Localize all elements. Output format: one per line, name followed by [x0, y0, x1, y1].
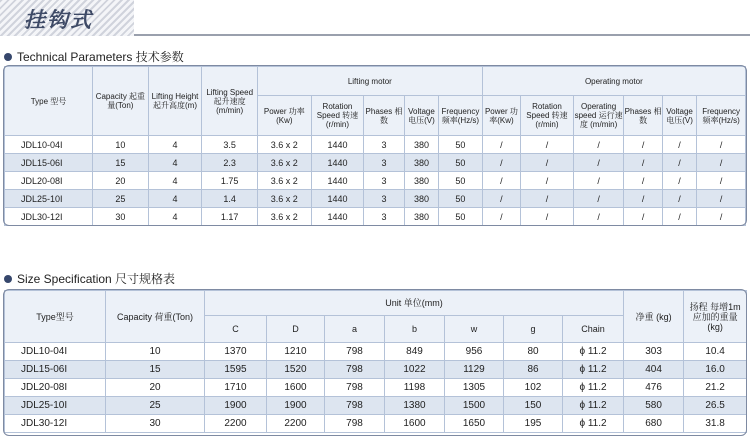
- cell-chain: ϕ 11.2: [563, 361, 624, 379]
- cell-lm-rotation: 1440: [311, 190, 364, 208]
- tech-section-title: Technical Parameters 技术参数: [17, 50, 184, 64]
- cell-a: 798: [325, 415, 385, 433]
- technical-parameters-table: [4, 66, 746, 226]
- cell-om-frequency: /: [697, 190, 746, 208]
- cell-a: 798: [325, 379, 385, 397]
- cell-type: JDL20-08I: [5, 379, 106, 397]
- cell-extra-weight: 26.5: [684, 397, 747, 415]
- cell-g: 195: [504, 415, 563, 433]
- cell-type: JDL30-12I: [5, 415, 106, 433]
- title-banner: [0, 0, 750, 36]
- header-operating-motor: Operating motor: [482, 67, 745, 96]
- cell-lm-rotation: 1440: [311, 172, 364, 190]
- cell-c: 1370: [205, 343, 267, 361]
- cell-type: JDL25-10I: [5, 190, 93, 208]
- cell-lifting-height: 4: [148, 154, 202, 172]
- header-lm-rotation: Rotation Speed 转速(r/min): [311, 96, 364, 136]
- size-header-d: D: [267, 316, 325, 343]
- tech-section-heading: [4, 48, 184, 65]
- cell-lifting-height: 4: [148, 208, 202, 226]
- cell-type: JDL20-08I: [5, 172, 93, 190]
- cell-om-frequency: /: [697, 208, 746, 226]
- cell-a: 798: [325, 343, 385, 361]
- size-header-chain: Chain: [563, 316, 624, 343]
- cell-om-speed: /: [573, 136, 624, 154]
- size-header-unit: Unit 单位(mm): [205, 291, 624, 316]
- cell-b: 1600: [385, 415, 445, 433]
- size-header-w: w: [445, 316, 504, 343]
- cell-om-frequency: /: [697, 154, 746, 172]
- table-row: [5, 343, 747, 361]
- cell-lm-voltage: 380: [404, 136, 438, 154]
- cell-chain: ϕ 11.2: [563, 397, 624, 415]
- cell-lm-power: 3.6 x 2: [258, 172, 312, 190]
- cell-lm-voltage: 380: [404, 172, 438, 190]
- cell-lm-rotation: 1440: [311, 136, 364, 154]
- size-specification-table: [4, 290, 747, 433]
- size-header-capacity: Capacity 荷重(Ton): [106, 291, 205, 343]
- cell-weight: 476: [624, 379, 684, 397]
- size-section-title: Size Specification 尺寸规格表: [17, 272, 176, 286]
- table-row: [5, 415, 747, 433]
- table-row: [5, 154, 746, 172]
- header-lm-power: Power 功率(Kw): [258, 96, 312, 136]
- cell-extra-weight: 16.0: [684, 361, 747, 379]
- cell-lm-frequency: 50: [439, 190, 483, 208]
- size-header-weight: 净重 (kg): [624, 291, 684, 343]
- table-row: [5, 190, 746, 208]
- size-header-type: Type型号: [5, 291, 106, 343]
- table-row: [5, 172, 746, 190]
- header-lm-voltage: Voltage 电压(V): [404, 96, 438, 136]
- cell-om-voltage: /: [662, 208, 696, 226]
- cell-om-rotation: /: [521, 190, 574, 208]
- table-row: [5, 208, 746, 226]
- cell-lm-frequency: 50: [439, 172, 483, 190]
- cell-chain: ϕ 11.2: [563, 415, 624, 433]
- cell-lm-phases: 3: [364, 190, 404, 208]
- cell-d: 1600: [267, 379, 325, 397]
- header-om-voltage: Voltage 电压(V): [662, 96, 696, 136]
- cell-lm-voltage: 380: [404, 208, 438, 226]
- cell-om-frequency: /: [697, 136, 746, 154]
- size-header-b: b: [385, 316, 445, 343]
- cell-lm-rotation: 1440: [311, 154, 364, 172]
- header-lifting-motor: Lifting motor: [258, 67, 483, 96]
- cell-g: 150: [504, 397, 563, 415]
- header-type: Type 型号: [5, 67, 93, 136]
- cell-capacity: 25: [106, 397, 205, 415]
- cell-d: 2200: [267, 415, 325, 433]
- bullet-icon: [4, 53, 12, 61]
- cell-extra-weight: 31.8: [684, 415, 747, 433]
- cell-om-speed: /: [573, 172, 624, 190]
- cell-w: 1129: [445, 361, 504, 379]
- cell-b: 1198: [385, 379, 445, 397]
- cell-d: 1900: [267, 397, 325, 415]
- cell-lifting-speed: 3.5: [202, 136, 258, 154]
- cell-om-phases: /: [624, 208, 662, 226]
- cell-lm-rotation: 1440: [311, 208, 364, 226]
- page-title: 挂钩式: [24, 9, 93, 32]
- cell-om-voltage: /: [662, 172, 696, 190]
- header-om-speed: Operating speed 运行速度 (m/min): [573, 96, 624, 136]
- cell-lm-phases: 3: [364, 208, 404, 226]
- cell-capacity: 10: [106, 343, 205, 361]
- size-section-heading: [4, 270, 175, 287]
- cell-lm-voltage: 380: [404, 190, 438, 208]
- cell-om-voltage: /: [662, 136, 696, 154]
- cell-b: 1022: [385, 361, 445, 379]
- cell-capacity: 20: [93, 172, 149, 190]
- cell-capacity: 30: [106, 415, 205, 433]
- cell-lifting-height: 4: [148, 190, 202, 208]
- cell-capacity: 20: [106, 379, 205, 397]
- cell-lm-voltage: 380: [404, 154, 438, 172]
- cell-d: 1520: [267, 361, 325, 379]
- cell-extra-weight: 21.2: [684, 379, 747, 397]
- cell-om-power: /: [482, 190, 520, 208]
- cell-d: 1210: [267, 343, 325, 361]
- cell-om-frequency: /: [697, 172, 746, 190]
- header-lifting-height: Lifting Height 起升高度(m): [148, 67, 202, 136]
- cell-weight: 580: [624, 397, 684, 415]
- cell-c: 1595: [205, 361, 267, 379]
- cell-lm-frequency: 50: [439, 208, 483, 226]
- cell-lifting-speed: 1.75: [202, 172, 258, 190]
- cell-lifting-speed: 1.17: [202, 208, 258, 226]
- cell-lifting-height: 4: [148, 136, 202, 154]
- cell-lm-power: 3.6 x 2: [258, 136, 312, 154]
- cell-w: 1305: [445, 379, 504, 397]
- cell-type: JDL10-04I: [5, 343, 106, 361]
- header-om-power: Power 功率(Kw): [482, 96, 520, 136]
- header-om-phases: Phases 相数: [624, 96, 662, 136]
- cell-type: JDL30-12I: [5, 208, 93, 226]
- cell-om-rotation: /: [521, 136, 574, 154]
- cell-om-phases: /: [624, 154, 662, 172]
- cell-om-phases: /: [624, 136, 662, 154]
- header-capacity: Capacity 起重量(Ton): [93, 67, 149, 136]
- cell-w: 1650: [445, 415, 504, 433]
- cell-om-power: /: [482, 136, 520, 154]
- cell-extra-weight: 10.4: [684, 343, 747, 361]
- cell-lifting-height: 4: [148, 172, 202, 190]
- table-row: [5, 397, 747, 415]
- cell-om-rotation: /: [521, 172, 574, 190]
- cell-b: 1380: [385, 397, 445, 415]
- cell-capacity: 15: [93, 154, 149, 172]
- bullet-icon: [4, 275, 12, 283]
- table-row: [5, 379, 747, 397]
- banner-rule: [134, 34, 750, 36]
- cell-type: JDL15-06I: [5, 361, 106, 379]
- cell-weight: 680: [624, 415, 684, 433]
- header-lifting-speed: Lifting Speed 起升速度 (m/min): [202, 67, 258, 136]
- cell-weight: 303: [624, 343, 684, 361]
- cell-capacity: 15: [106, 361, 205, 379]
- cell-om-speed: /: [573, 154, 624, 172]
- cell-om-power: /: [482, 208, 520, 226]
- cell-capacity: 10: [93, 136, 149, 154]
- cell-lm-phases: 3: [364, 154, 404, 172]
- cell-lm-phases: 3: [364, 172, 404, 190]
- table-row: [5, 361, 747, 379]
- cell-chain: ϕ 11.2: [563, 379, 624, 397]
- cell-om-phases: /: [624, 172, 662, 190]
- cell-type: JDL15-06I: [5, 154, 93, 172]
- cell-lm-phases: 3: [364, 136, 404, 154]
- header-om-frequency: Frequency 频率(Hz/s): [697, 96, 746, 136]
- cell-lm-power: 3.6 x 2: [258, 154, 312, 172]
- cell-lm-power: 3.6 x 2: [258, 190, 312, 208]
- cell-c: 2200: [205, 415, 267, 433]
- cell-c: 1710: [205, 379, 267, 397]
- size-header-g: g: [504, 316, 563, 343]
- cell-om-phases: /: [624, 190, 662, 208]
- header-lm-frequency: Frequency 频率(Hz/s): [439, 96, 483, 136]
- cell-lifting-speed: 2.3: [202, 154, 258, 172]
- cell-lm-frequency: 50: [439, 136, 483, 154]
- cell-om-power: /: [482, 154, 520, 172]
- cell-om-voltage: /: [662, 154, 696, 172]
- cell-om-rotation: /: [521, 154, 574, 172]
- cell-capacity: 25: [93, 190, 149, 208]
- cell-w: 1500: [445, 397, 504, 415]
- cell-om-voltage: /: [662, 190, 696, 208]
- cell-capacity: 30: [93, 208, 149, 226]
- header-lm-phases: Phases 相数: [364, 96, 404, 136]
- cell-g: 86: [504, 361, 563, 379]
- cell-g: 80: [504, 343, 563, 361]
- cell-g: 102: [504, 379, 563, 397]
- cell-chain: ϕ 11.2: [563, 343, 624, 361]
- size-header-a: a: [325, 316, 385, 343]
- cell-b: 849: [385, 343, 445, 361]
- cell-type: JDL10-04I: [5, 136, 93, 154]
- cell-om-speed: /: [573, 208, 624, 226]
- cell-weight: 404: [624, 361, 684, 379]
- cell-om-rotation: /: [521, 208, 574, 226]
- size-header-extra-weight: 扬程 每增1m 应加的重量 (kg): [684, 291, 747, 343]
- cell-lifting-speed: 1.4: [202, 190, 258, 208]
- cell-a: 798: [325, 397, 385, 415]
- cell-type: JDL25-10I: [5, 397, 106, 415]
- cell-om-speed: /: [573, 190, 624, 208]
- size-header-c: C: [205, 316, 267, 343]
- cell-w: 956: [445, 343, 504, 361]
- cell-lm-power: 3.6 x 2: [258, 208, 312, 226]
- cell-c: 1900: [205, 397, 267, 415]
- cell-lm-frequency: 50: [439, 154, 483, 172]
- cell-a: 798: [325, 361, 385, 379]
- header-om-rotation: Rotation Speed 转速(r/min): [521, 96, 574, 136]
- table-row: [5, 136, 746, 154]
- cell-om-power: /: [482, 172, 520, 190]
